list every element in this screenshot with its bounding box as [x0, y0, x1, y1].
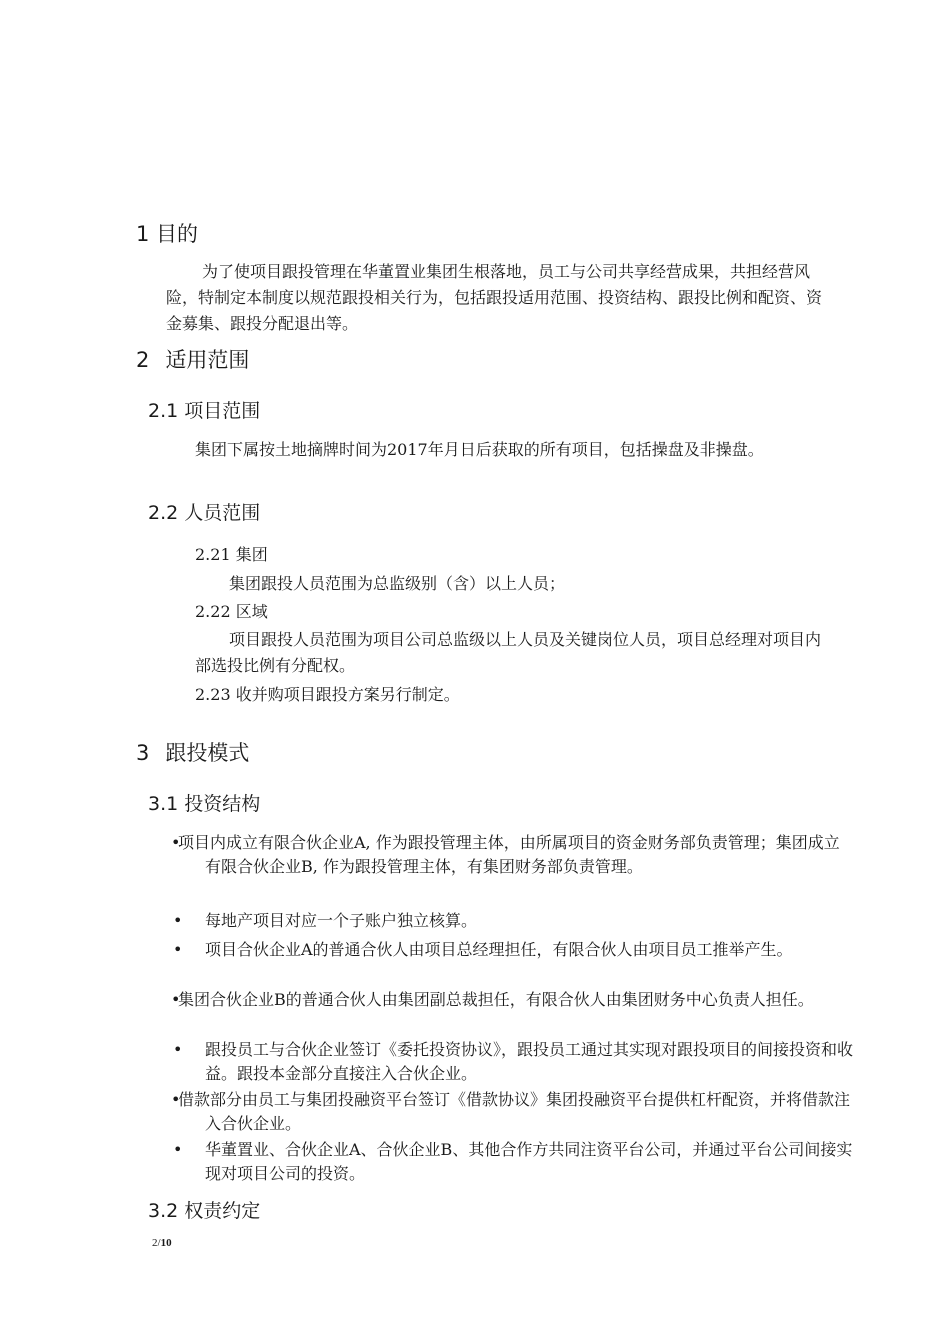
bullet-marker: •: [171, 990, 181, 1009]
section-3-heading: [136, 739, 249, 767]
page-number-total: 10: [160, 1237, 172, 1249]
section-2-1-heading: 2.1 项目范围: [148, 400, 261, 422]
list-item-text: 华董置业、合伙企业A、合伙企业B、其他合作方共同注资平台公司，并通过平台公司间接实现对项目公司的投资。: [205, 1140, 853, 1183]
item-2-23: 2.23 收并购项目跟投方案另行制定。: [195, 685, 460, 704]
section-3-title: 跟投模式: [165, 741, 250, 765]
section-3-number: 3: [136, 741, 150, 765]
bullet-marker: •: [171, 833, 181, 852]
list-item-text: 借款部分由员工与集团投融资平台签订《借款协议》集团投融资平台提供杠杆配资，并将借款注入合伙企业。: [178, 1090, 851, 1133]
section-2-2-heading: 2.2 人员范围: [148, 502, 261, 524]
bullet-marker: •: [173, 1040, 183, 1059]
list-item-text: 每地产项目对应一个子账户独立核算。: [205, 911, 478, 930]
item-2-21-body: 集团跟投人员范围为总监级别（含）以上人员；: [229, 574, 566, 593]
section-2-1-body: 集团下属按土地摘牌时间为2017年月日后获取的所有项目，包括操盘及非操盘。: [195, 440, 764, 459]
section-1-body: 为了使项目跟投管理在华董置业集团生根落地，员工与公司共享经营成果，共担经营风险，特制定本制度以规范跟投相关行为，包括跟投适用范围、投资结构、跟投比例和配资、资金募集、跟投分配退出等。: [166, 262, 823, 333]
list-item-text: 跟投员工与合伙企业签订《委托投资协议》，跟投员工通过其实现对跟投项目的间接投资和收益。跟投本金部分直接注入合伙企业。: [205, 1040, 854, 1083]
item-2-22-title: 2.22 区域: [195, 602, 268, 621]
item-2-22-body: 项目跟投人员范围为项目公司总监级以上人员及关键岗位人员，项目总经理对项目内部选投比例有分配权。: [195, 630, 822, 675]
list-item-text: 集团合伙企业B的普通合伙人由集团副总裁担任，有限合伙人由集团财务中心负责人担任。: [178, 990, 814, 1009]
section-3-2-heading: 3.2 权责约定: [148, 1200, 261, 1222]
page-number-current: 2/: [152, 1237, 161, 1249]
section-3-1-heading: 3.1 投资结构: [148, 793, 261, 815]
item-2-21-title: 2.21 集团: [195, 545, 268, 564]
section-2-title: 适用范围: [165, 348, 250, 372]
bullet-marker: •: [173, 940, 183, 959]
list-item-text: 项目内成立有限合伙企业A, 作为跟投管理主体，由所属项目的资金财务部负责管理；集团成立有限合伙企业B, 作为跟投管理主体，有集团财务部负责管理。: [178, 833, 840, 876]
list-item-text: 项目合伙企业A的普通合伙人由项目总经理担任，有限合伙人由项目员工推举产生。: [205, 940, 793, 959]
bullet-marker: •: [173, 1140, 183, 1159]
section-2-number: 2: [136, 348, 150, 372]
bullet-marker: •: [171, 1090, 181, 1109]
page-number: [152, 1237, 172, 1249]
section-1-heading: 1 目的: [136, 222, 199, 246]
bullet-marker: •: [173, 911, 183, 930]
section-2-heading: [136, 346, 249, 374]
